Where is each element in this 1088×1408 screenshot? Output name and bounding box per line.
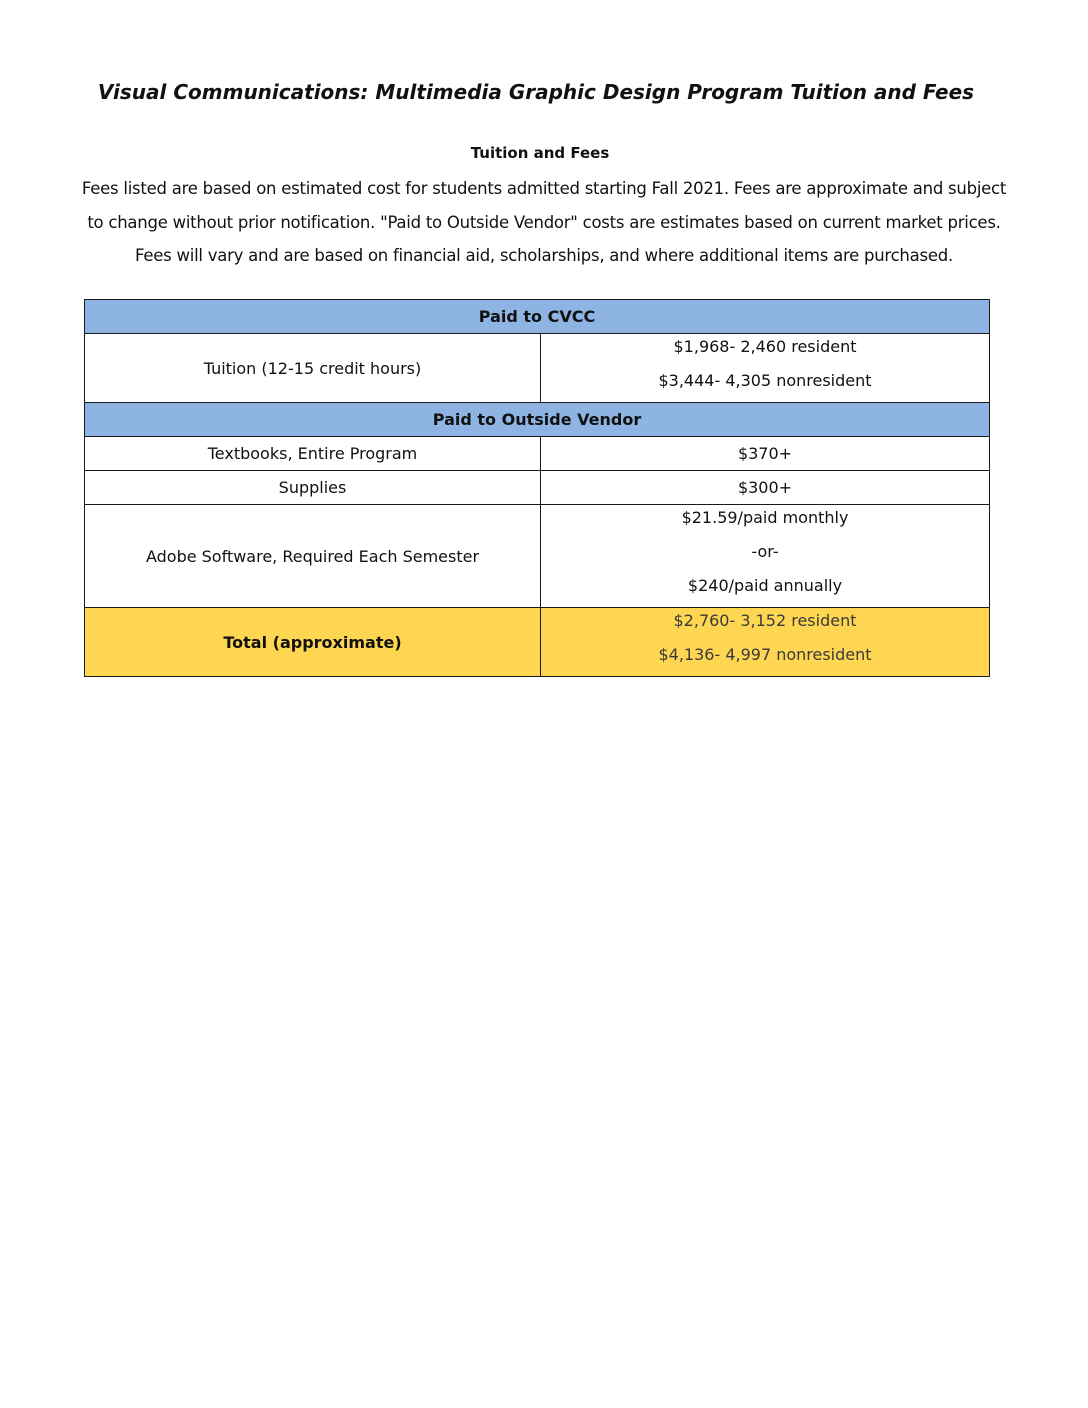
intro-paragraph	[44, 172, 1044, 273]
adobe-annual: $240/paid annually	[687, 576, 843, 595]
table-row	[85, 437, 990, 471]
textbooks-label: Textbooks, Entire Program	[85, 437, 541, 471]
document-title: Visual Communications: Multimedia Graphic Design Program Tuition and Fees	[97, 80, 975, 104]
intro-line: to change without prior notification. "Paid to Outside Vendor" costs are estimates based on current market prices.	[87, 212, 1001, 232]
adobe-or: -or-	[751, 542, 779, 561]
intro-line: Fees listed are based on estimated cost for students admitted starting Fall 2021. Fees are approximate and subject	[81, 179, 1007, 198]
adobe-monthly: $21.59/paid monthly	[681, 508, 849, 527]
intro-line: Fees will vary and are based on financial aid, scholarships, and where additional items are purchased.	[135, 246, 953, 265]
supplies-label: Supplies	[85, 471, 541, 505]
section-header-cvcc: Paid to CVCC	[85, 300, 990, 334]
tuition-nonresident: $3,444- 4,305 nonresident	[658, 371, 872, 390]
section-header-row	[85, 403, 990, 437]
total-label: Total (approximate)	[85, 608, 541, 677]
section-header-row	[85, 300, 990, 334]
total-row	[85, 608, 990, 677]
textbooks-amount: $370+	[541, 437, 990, 471]
total-nonresident: $4,136- 4,997 nonresident	[658, 645, 872, 664]
total-resident: $2,760- 3,152 resident	[673, 611, 857, 630]
tuition-label: Tuition (12-15 credit hours)	[85, 334, 541, 403]
tuition-resident: $1,968- 2,460 resident	[673, 337, 857, 356]
supplies-amount: $300+	[541, 471, 990, 505]
adobe-amount	[541, 505, 990, 608]
tuition-amount	[541, 334, 990, 403]
table-row	[85, 505, 990, 608]
table-row	[85, 334, 990, 403]
total-amount	[541, 608, 990, 677]
section-header-vendor: Paid to Outside Vendor	[85, 403, 990, 437]
section-heading: Tuition and Fees	[470, 144, 610, 162]
fees-table	[84, 299, 990, 677]
table-row	[85, 471, 990, 505]
adobe-label: Adobe Software, Required Each Semester	[85, 505, 541, 608]
